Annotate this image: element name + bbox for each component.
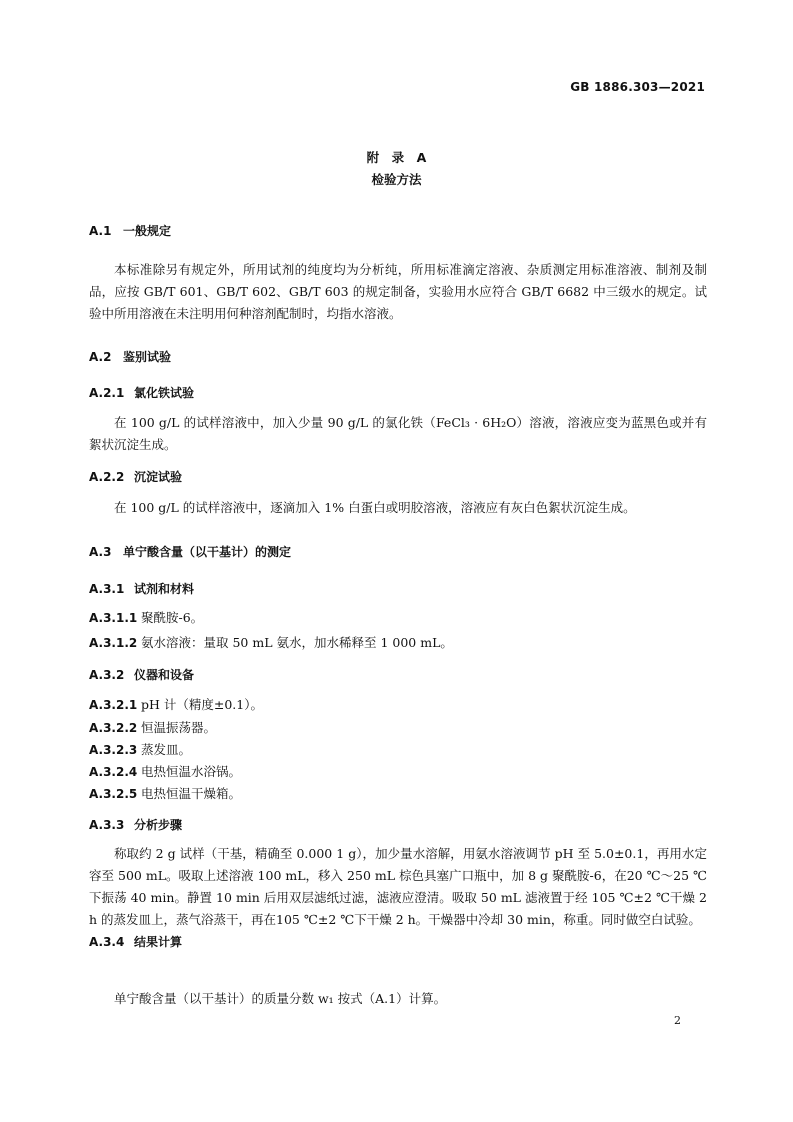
list-item — [89, 633, 453, 651]
appendix-title: 检验方法 — [371, 172, 422, 187]
section-title: 沉淀试验 — [134, 470, 183, 484]
section-number: A.3.4 — [89, 935, 125, 949]
item-number: A.3.2.2 — [89, 721, 138, 735]
item-text: 电热恒温水浴锅。 — [141, 764, 242, 779]
section-title: 一般规定 — [123, 224, 172, 238]
section-a31-heading — [89, 580, 194, 597]
list-item — [89, 784, 241, 802]
section-title: 氯化铁试验 — [134, 386, 195, 400]
section-number: A.2 — [89, 350, 112, 364]
section-number: A.3.2 — [89, 668, 125, 682]
item-number: A.3.2.3 — [89, 743, 138, 757]
section-a1-heading — [89, 222, 171, 239]
section-title: 鉴别试验 — [123, 350, 172, 364]
item-number: A.3.1.1 — [89, 611, 138, 625]
section-a34-paragraph: 单宁酸含量（以干基计）的质量分数 w₁ 按式（A.1）计算。 — [114, 991, 447, 1006]
section-title: 分析步骤 — [134, 818, 183, 832]
list-item — [89, 762, 241, 780]
section-a33-paragraph: 称取约 2 g 试样（干基，精确至 0.000 1 g），加少量水溶解，用氨水溶液调节 pH 至 5.0±0.1，再用水定容至 500 mL。吸取上述溶液 100 mL，移入 250 mL 棕色具塞广口瓶中，加 8 g 聚酰胺-6，在20 ℃～25 ℃下振荡 40 min。静置 10 min 后用双层滤纸过滤，滤液应澄清。吸取 50 mL 滤液置于经 105 ℃±2 ℃干燥 2 h 的蒸发皿上，蒸气浴蒸干，再在105 ℃±2 ℃下干燥 2 h。干燥器中冷却 30 min，称重。同时做空白试验。 — [89, 846, 707, 927]
section-a1-paragraph: 本标准除另有规定外，所用试剂的纯度均为分析纯，所用标准滴定溶液、杂质测定用标准溶液、制剂及制品，应按 GB/T 601、GB/T 602、GB/T 603 的规定制备，实验用水应符合 GB/T 6682 中三级水的规定。试验中所用溶液在未注明用何种溶剂配制时，均指水溶液。 — [89, 262, 707, 321]
section-a2-heading — [89, 348, 171, 365]
appendix-label: 附 录 A — [366, 150, 427, 165]
page-number: 2 — [674, 1014, 681, 1027]
section-a3-heading — [89, 543, 291, 560]
item-text: 蒸发皿。 — [141, 742, 192, 757]
document-id: GB 1886.303—2021 — [570, 80, 705, 94]
item-text: 恒温振荡器。 — [141, 720, 217, 735]
section-a33-heading — [89, 816, 182, 833]
list-item — [89, 608, 203, 626]
item-number: A.3.2.1 — [89, 698, 138, 712]
section-number: A.1 — [89, 224, 112, 238]
item-text: 电热恒温干燥箱。 — [141, 786, 242, 801]
list-item — [89, 740, 191, 758]
section-a21-paragraph: 在 100 g/L 的试样溶液中，加入少量 90 g/L 的氯化铁（FeCl₃ · 6H₂O）溶液，溶液应变为蓝黑色或并有絮状沉淀生成。 — [89, 415, 707, 452]
section-number: A.2.1 — [89, 386, 125, 400]
item-text: 聚酰胺-6。 — [141, 610, 204, 625]
section-a22-paragraph: 在 100 g/L 的试样溶液中，逐滴加入 1% 白蛋白或明胶溶液，溶液应有灰白色絮状沉淀生成。 — [114, 500, 636, 515]
section-number: A.3.1 — [89, 582, 125, 596]
section-number: A.3.3 — [89, 818, 125, 832]
list-item — [89, 718, 216, 736]
item-number: A.3.1.2 — [89, 636, 138, 650]
section-a34-heading — [89, 933, 182, 950]
section-title: 单宁酸含量（以干基计）的测定 — [123, 545, 292, 559]
item-text: 氨水溶液：量取 50 mL 氨水，加水稀释至 1 000 mL。 — [141, 635, 453, 650]
section-a21-heading — [89, 384, 194, 401]
section-a32-heading — [89, 666, 194, 683]
item-text: pH 计（精度±0.1）。 — [141, 697, 263, 712]
item-number: A.3.2.5 — [89, 787, 138, 801]
list-item — [89, 695, 263, 713]
section-number: A.3 — [89, 545, 112, 559]
section-title: 结果计算 — [134, 935, 183, 949]
item-number: A.3.2.4 — [89, 765, 138, 779]
section-title: 试剂和材料 — [134, 582, 195, 596]
section-title: 仪器和设备 — [134, 668, 195, 682]
section-number: A.2.2 — [89, 470, 125, 484]
section-a22-heading — [89, 468, 182, 485]
